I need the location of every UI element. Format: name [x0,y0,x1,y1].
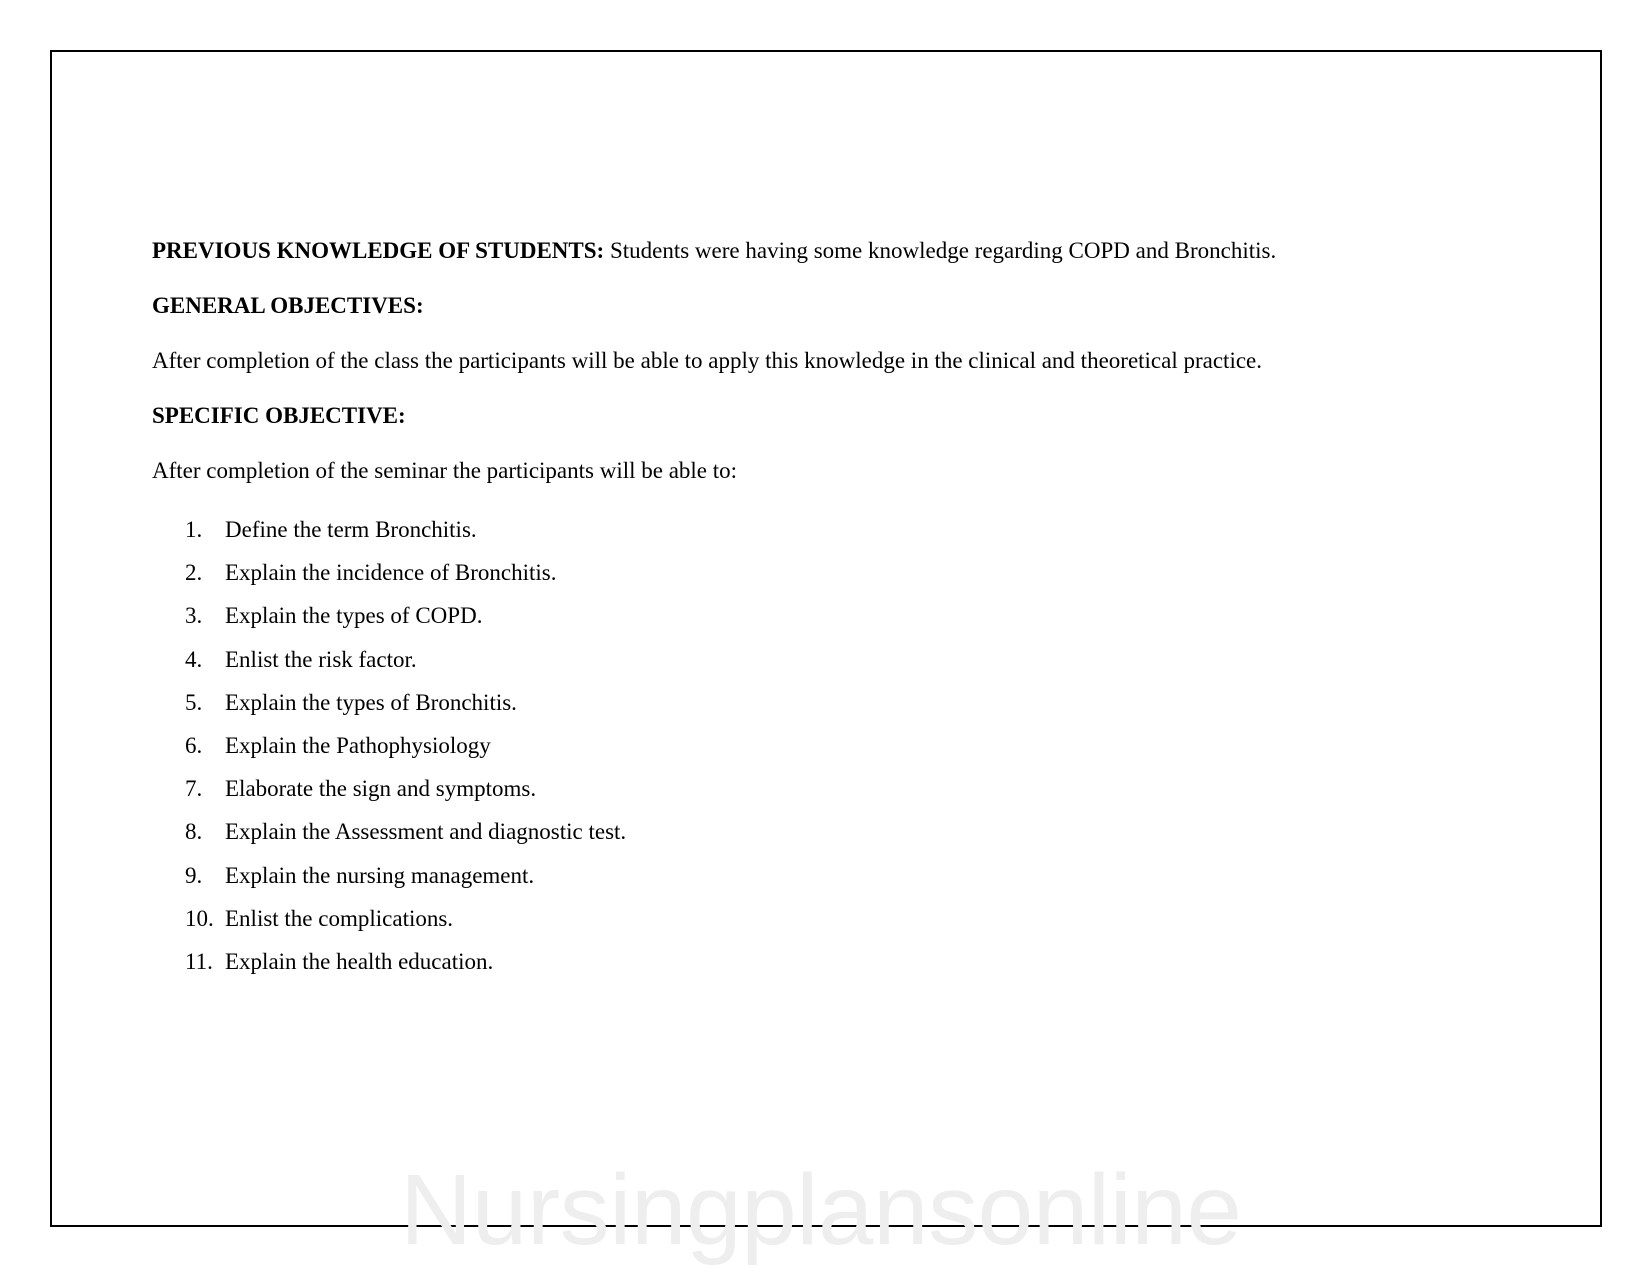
list-item-text: Explain the types of COPD. [225,603,483,629]
list-item-text: Explain the Assessment and diagnostic test. [225,819,627,845]
watermark: Nursingplansonline [400,1154,1242,1266]
specific-objective-intro: After completion of the seminar the participants will be able to: [152,458,738,483]
list-item-number: 3. [185,603,203,629]
list-item-number: 5. [185,689,203,715]
previous-knowledge-paragraph [152,239,1276,262]
list-item-number: 7. [185,776,203,802]
list-item-number: 2. [185,560,203,586]
general-objectives-heading: GENERAL OBJECTIVES: [152,293,424,318]
list-item-text: Explain the Pathophysiology [225,733,491,758]
list-item-number: 4. [185,646,203,672]
previous-knowledge-label: PREVIOUS KNOWLEDGE OF STUDENTS: [152,238,605,263]
list-item-number: 11. [185,949,213,974]
list-item-text: Define the term Bronchitis. [225,517,477,542]
list-item-number: 1. [185,517,203,542]
list-item-text: Enlist the complications. [225,905,454,931]
list-item-number: 9. [185,862,203,888]
page-border [50,50,1602,1227]
list-item-text: Elaborate the sign and symptoms. [225,776,537,802]
list-item-number: 6. [185,733,203,758]
list-item-text: Explain the nursing management. [225,862,535,888]
specific-objective-heading: SPECIFIC OBJECTIVE: [152,403,406,428]
list-item-text: Explain the health education. [225,949,494,974]
previous-knowledge-text: Students were having some knowledge regarding COPD and Bronchitis. [604,238,1277,263]
list-item-text: Explain the types of Bronchitis. [225,689,517,715]
list-item-number: 10. [185,905,214,931]
list-item-number: 8. [185,819,203,845]
general-objectives-text: After completion of the class the participants will be able to apply this knowledge in the clinical and theoretical practice. [152,348,1263,373]
list-item-text: Enlist the risk factor. [225,646,417,672]
list-item-text: Explain the incidence of Bronchitis. [225,560,557,586]
